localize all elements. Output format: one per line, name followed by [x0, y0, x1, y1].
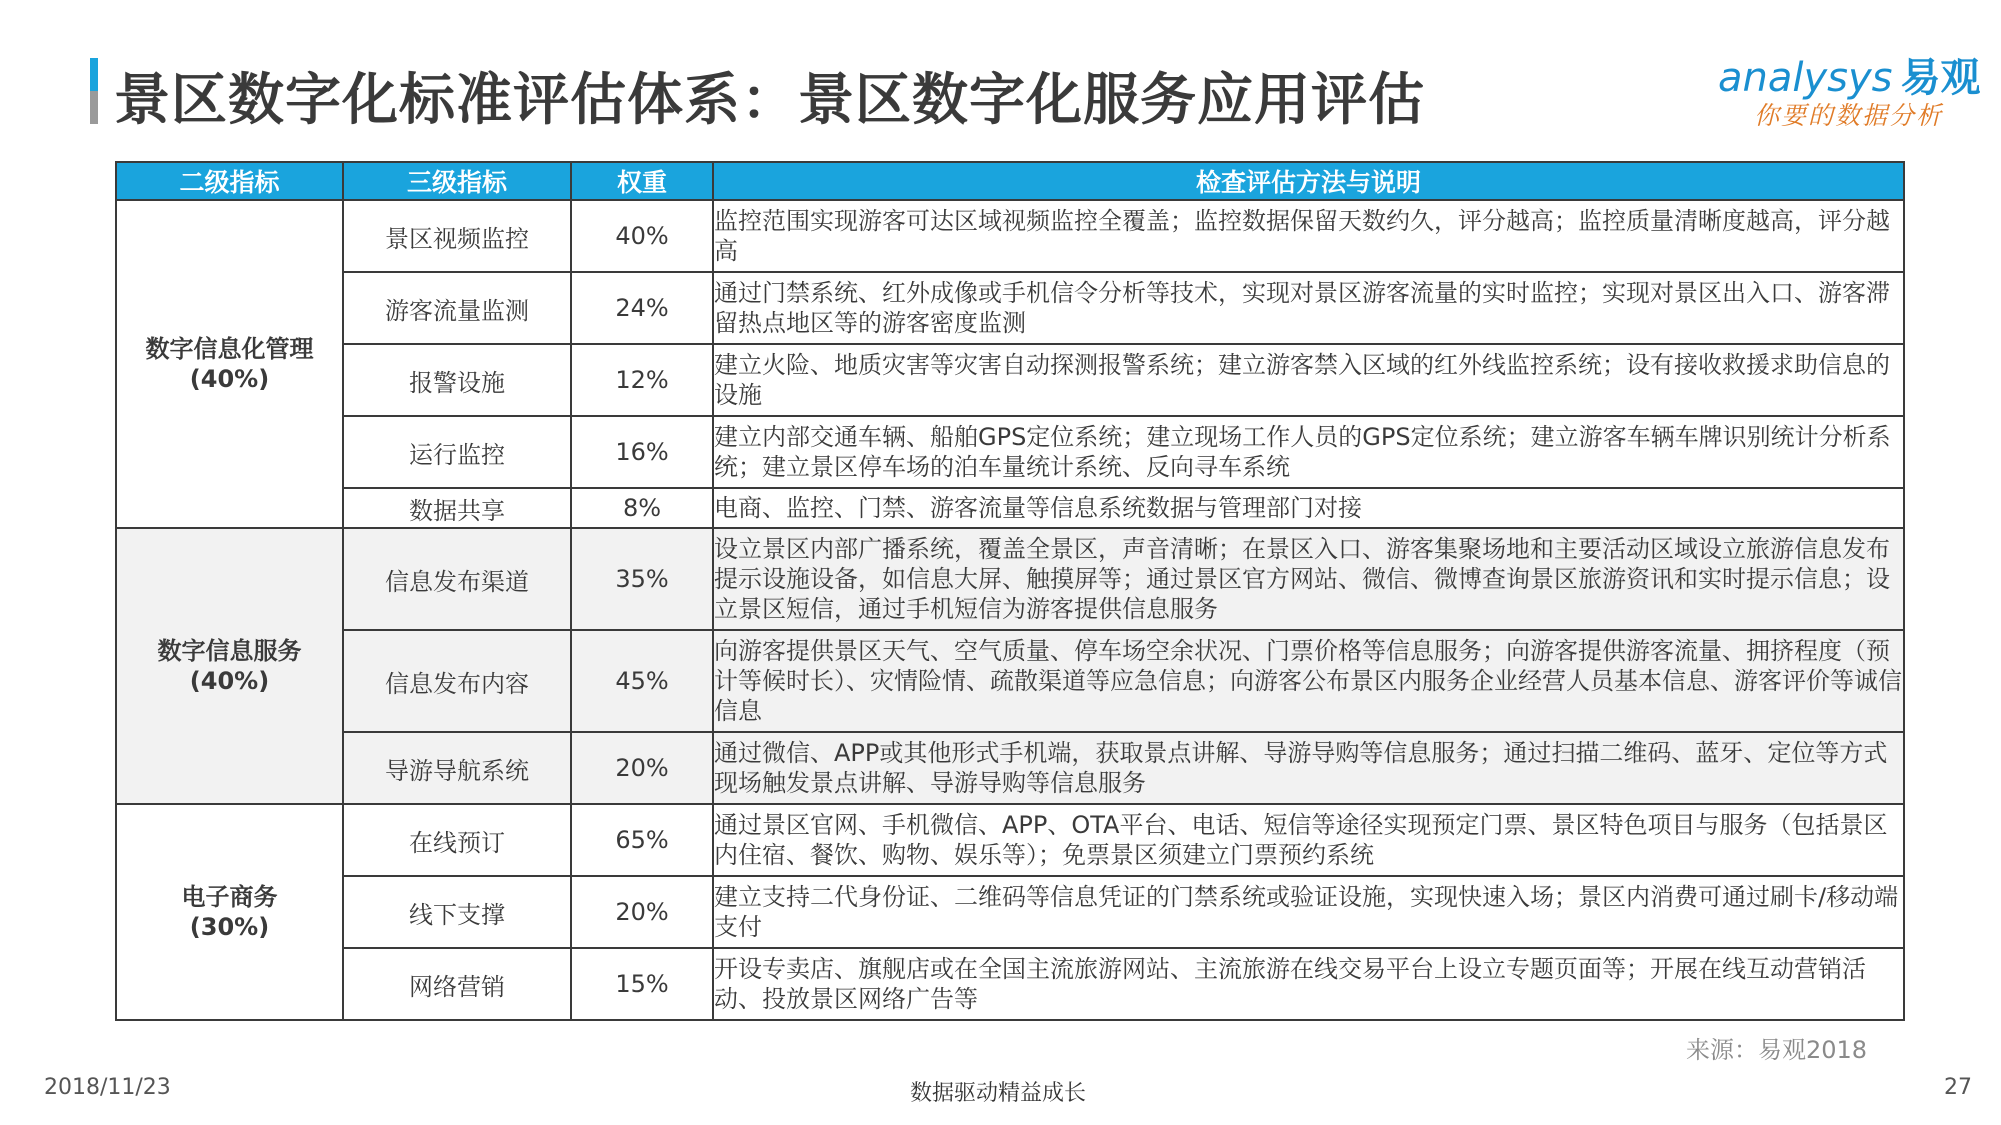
table-row [116, 528, 1904, 630]
page-number: 27 [1944, 1075, 1972, 1100]
level2-cell [116, 804, 343, 1020]
table-row [116, 948, 1904, 1020]
weight-cell: 35% [571, 528, 713, 630]
table-header-row [116, 162, 1904, 200]
level2-name: 电子商务 [181, 883, 278, 911]
table-row [116, 630, 1904, 732]
level3-cell: 运行监控 [343, 416, 571, 488]
logo-brand [1718, 46, 1981, 103]
level3-cell: 信息发布内容 [343, 630, 571, 732]
level3-cell: 网络营销 [343, 948, 571, 1020]
logo-a-mark: a [1718, 55, 1743, 101]
logo-brand-text: nalysys [1742, 55, 1893, 101]
description-cell: 通过微信、APP或其他形式手机端，获取景点讲解、导游导购等信息服务；通过扫描二维码、蓝牙、定位等方式现场触发景点讲解、导游导购等信息服务 [713, 732, 1904, 804]
table-row [116, 732, 1904, 804]
level3-cell: 游客流量监测 [343, 272, 571, 344]
level3-cell: 数据共享 [343, 488, 571, 528]
weight-cell: 15% [571, 948, 713, 1020]
group-digital-service [116, 528, 1904, 804]
level2-cell [116, 200, 343, 528]
weight-cell: 16% [571, 416, 713, 488]
level2-weight: (40%) [189, 365, 270, 393]
table-row [116, 272, 1904, 344]
table-row [116, 416, 1904, 488]
header-level2: 二级指标 [116, 162, 343, 200]
level3-cell: 景区视频监控 [343, 200, 571, 272]
table-row [116, 804, 1904, 876]
level2-weight: (40%) [189, 667, 270, 695]
description-cell: 开设专卖店、旗舰店或在全国主流旅游网站、主流旅游在线交易平台上设立专题页面等；开展在线互动营销活动、投放景区网络广告等 [713, 948, 1904, 1020]
level3-cell: 导游导航系统 [343, 732, 571, 804]
evaluation-table [115, 161, 1905, 1021]
description-cell: 建立火险、地质灾害等灾害自动探测报警系统；建立游客禁入区域的红外线监控系统；设有接收救援求助信息的设施 [713, 344, 1904, 416]
description-cell: 电商、监控、门禁、游客流量等信息系统数据与管理部门对接 [713, 488, 1904, 528]
description-cell: 建立内部交通车辆、船舶GPS定位系统；建立现场工作人员的GPS定位系统；建立游客车辆车牌识别统计分析系统；建立景区停车场的泊车量统计系统、反向寻车系统 [713, 416, 1904, 488]
header-level3: 三级指标 [343, 162, 571, 200]
table-row [116, 200, 1904, 272]
table-row [116, 488, 1904, 528]
group-ecommerce [116, 804, 1904, 1020]
source-note: 来源：易观2018 [1686, 1036, 1868, 1064]
weight-cell: 24% [571, 272, 713, 344]
table-row [116, 344, 1904, 416]
weight-cell: 65% [571, 804, 713, 876]
description-cell: 设立景区内部广播系统，覆盖全景区，声音清晰；在景区入口、游客集聚场地和主要活动区域设立旅游信息发布提示设施设备，如信息大屏、触摸屏等；通过景区官方网站、微信、微博查询景区旅游资讯和实时提示信息；设立景区短信，通过手机短信为游客提供信息服务 [713, 528, 1904, 630]
description-cell: 通过景区官网、手机微信、APP、OTA平台、电话、短信等途径实现预定门票、景区特色项目与服务（包括景区内住宿、餐饮、购物、娱乐等）；免票景区须建立门票预约系统 [713, 804, 1904, 876]
weight-cell: 20% [571, 876, 713, 948]
description-cell: 通过门禁系统、红外成像或手机信令分析等技术，实现对景区游客流量的实时监控；实现对景区出入口、游客滞留热点地区等的游客密度监测 [713, 272, 1904, 344]
group-digital-management [116, 200, 1904, 528]
description-cell: 建立支持二代身份证、二维码等信息凭证的门禁系统或验证设施，实现快速入场；景区内消费可通过刷卡/移动端支付 [713, 876, 1904, 948]
level2-cell [116, 528, 343, 804]
title-accent-bar [90, 58, 98, 124]
weight-cell: 8% [571, 488, 713, 528]
level3-cell: 信息发布渠道 [343, 528, 571, 630]
level2-weight: (30%) [189, 913, 270, 941]
table-row [116, 876, 1904, 948]
page-title: 景区数字化标准评估体系：景区数字化服务应用评估 [114, 68, 1425, 133]
logo-brand-cn: 易观 [1900, 55, 1981, 101]
description-cell: 向游客提供景区天气、空气质量、停车场空余状况、门票价格等信息服务；向游客提供游客流量、拥挤程度（预计等候时长）、灾情险情、疏散渠道等应急信息；向游客公布景区内服务企业经营人员基本信息、游客评价等诚信信息 [713, 630, 1904, 732]
weight-cell: 40% [571, 200, 713, 272]
analysys-logo [1718, 46, 1981, 136]
footer-date: 2018/11/23 [44, 1075, 171, 1100]
logo-slogan: 你要的数据分析 [1754, 101, 1944, 130]
level3-cell: 线下支撑 [343, 876, 571, 948]
level3-cell: 报警设施 [343, 344, 571, 416]
level2-name: 数字信息化管理 [145, 335, 314, 363]
description-cell: 监控范围实现游客可达区域视频监控全覆盖；监控数据保留天数约久，评分越高；监控质量清晰度越高，评分越高 [713, 200, 1904, 272]
weight-cell: 45% [571, 630, 713, 732]
header-weight: 权重 [571, 162, 713, 200]
weight-cell: 12% [571, 344, 713, 416]
level3-cell: 在线预订 [343, 804, 571, 876]
footer-slogan: 数据驱动精益成长 [910, 1081, 1087, 1106]
header-method: 检查评估方法与说明 [713, 162, 1904, 200]
weight-cell: 20% [571, 732, 713, 804]
level2-name: 数字信息服务 [157, 637, 302, 665]
